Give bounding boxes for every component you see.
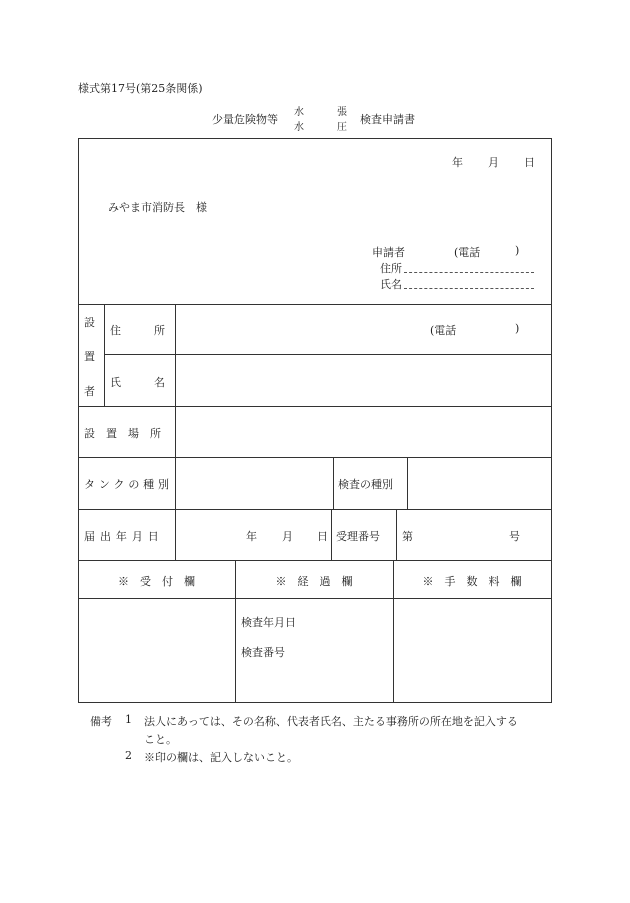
title-stack-left-top: 水	[294, 107, 304, 118]
receipt-no-suffix: 号	[509, 530, 520, 543]
applicant-phone-label: (電話	[454, 246, 481, 259]
applicant-name-field[interactable]	[404, 288, 534, 289]
inspection-type-label: 検査の種別	[338, 478, 393, 491]
filing-month: 月	[282, 530, 293, 543]
notes-label: 備考	[90, 715, 112, 728]
date-month: 月	[488, 156, 499, 169]
tank-type-label: タンクの種別	[84, 478, 173, 491]
filing-date-label: 届出年月日	[84, 530, 164, 543]
applicant-name-label: 氏名	[380, 278, 402, 291]
fee-column-header: ※ 手 数 料 欄	[422, 575, 522, 588]
title-stack-right-top: 張	[337, 107, 347, 118]
applicant-label: 申請者	[372, 246, 405, 259]
progress-column-header: ※ 経 過 欄	[275, 575, 353, 588]
note-1-text: 法人にあっては、その名称、代表者氏名、主たる事務所の所在地を記入する	[144, 715, 518, 728]
installer-side-1: 設	[84, 316, 95, 329]
applicant-address-field[interactable]	[404, 272, 534, 273]
applicant-phone-close: )	[515, 244, 520, 257]
filing-day: 日	[317, 530, 328, 543]
installer-side-2: 置	[84, 350, 95, 363]
title-stack-right-bottom: 圧	[337, 122, 347, 133]
title-prefix: 少量危険物等	[212, 113, 278, 126]
applicant-address-label: 住所	[380, 262, 402, 275]
filing-year: 年	[246, 530, 257, 543]
note-2-text: ※印の欄は、記入しないこと。	[144, 751, 298, 764]
receipt-no-prefix: 第	[402, 530, 413, 543]
receipt-no-label: 受理番号	[336, 530, 380, 543]
note-2-number: 2	[125, 749, 132, 762]
inspection-no-label: 検査番号	[241, 646, 285, 659]
date-day: 日	[524, 156, 535, 169]
title-stack-left-bottom: 水	[294, 122, 304, 133]
installer-address-label: 住 所	[110, 324, 165, 337]
addressee: みやま市消防長 様	[108, 201, 207, 214]
note-1-continuation: こと。	[144, 733, 177, 746]
note-1-number: 1	[125, 713, 132, 726]
title-suffix: 検査申請書	[360, 113, 415, 126]
installer-phone-close: )	[515, 322, 520, 335]
reception-column-header: ※ 受 付 欄	[118, 575, 195, 588]
installer-side-3: 者	[84, 385, 95, 398]
form-number: 様式第17号(第25条関係)	[78, 82, 203, 95]
installer-phone-label: (電話	[430, 324, 457, 337]
inspection-date-label: 検査年月日	[241, 616, 296, 629]
location-label: 設 置 場 所	[84, 427, 161, 440]
installer-name-label: 氏 名	[110, 376, 165, 389]
date-year: 年	[452, 156, 463, 169]
